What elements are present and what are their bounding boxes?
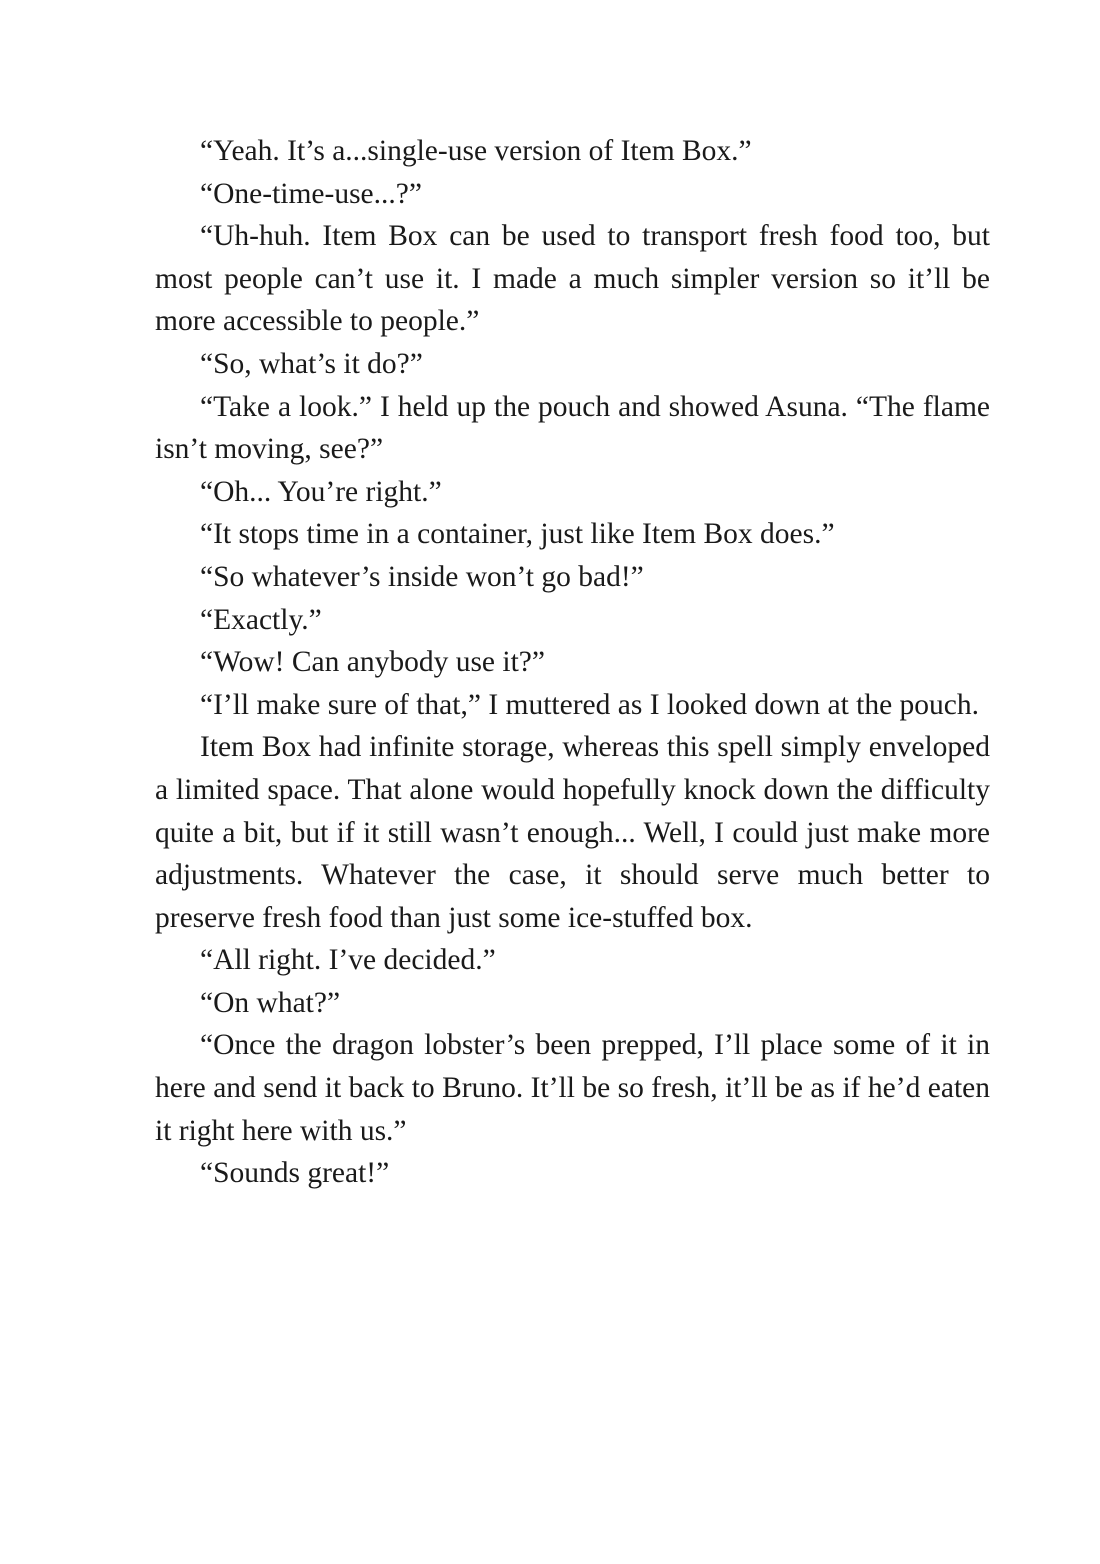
paragraph: “Take a look.” I held up the pouch and showed Asuna. “The flame isn’t moving, see?” [155, 390, 990, 466]
paragraph: “Uh-huh. Item Box can be used to transport fresh food too, but most people can’t use it. I made a much simpler version so it’ll be more accessible to people.” [155, 220, 990, 338]
paragraph: “It stops time in a container, just like Item Box does.” [200, 518, 835, 551]
paragraph: “On what?” [200, 986, 341, 1019]
paragraph: “Yeah. It’s a...single-use version of Item Box.” [200, 135, 752, 167]
paragraph: “One-time-use...?” [200, 177, 422, 210]
book-page [155, 130, 990, 1195]
paragraph: “All right. I’ve decided.” [200, 944, 496, 977]
paragraph: “Wow! Can anybody use it?” [200, 646, 545, 679]
paragraph: “Oh... You’re right.” [200, 475, 442, 508]
paragraph: “I’ll make sure of that,” I muttered as I looked down at the pouch. [200, 688, 980, 721]
paragraph: “So whatever’s inside won’t go bad!” [200, 560, 644, 593]
paragraph: “Exactly.” [200, 603, 322, 636]
paragraph: “Sounds great!” [200, 1157, 390, 1190]
paragraph: “So, what’s it do?” [200, 347, 423, 380]
paragraph: Item Box had infinite storage, whereas this spell simply enveloped a limited space. That alone would hopefully knock down the difficulty quite a bit, but if it still wasn’t enough... Well, I could just make more adjustments. Whatever the case, it should serve much better to preserve fresh food than just some ice-stuffed box. [155, 731, 990, 934]
paragraph: “Once the dragon lobster’s been prepped, I’ll place some of it in here and send it back to Bruno. It’ll be so fresh, it’ll be as if he’d eaten it right here with us.” [155, 1029, 990, 1147]
